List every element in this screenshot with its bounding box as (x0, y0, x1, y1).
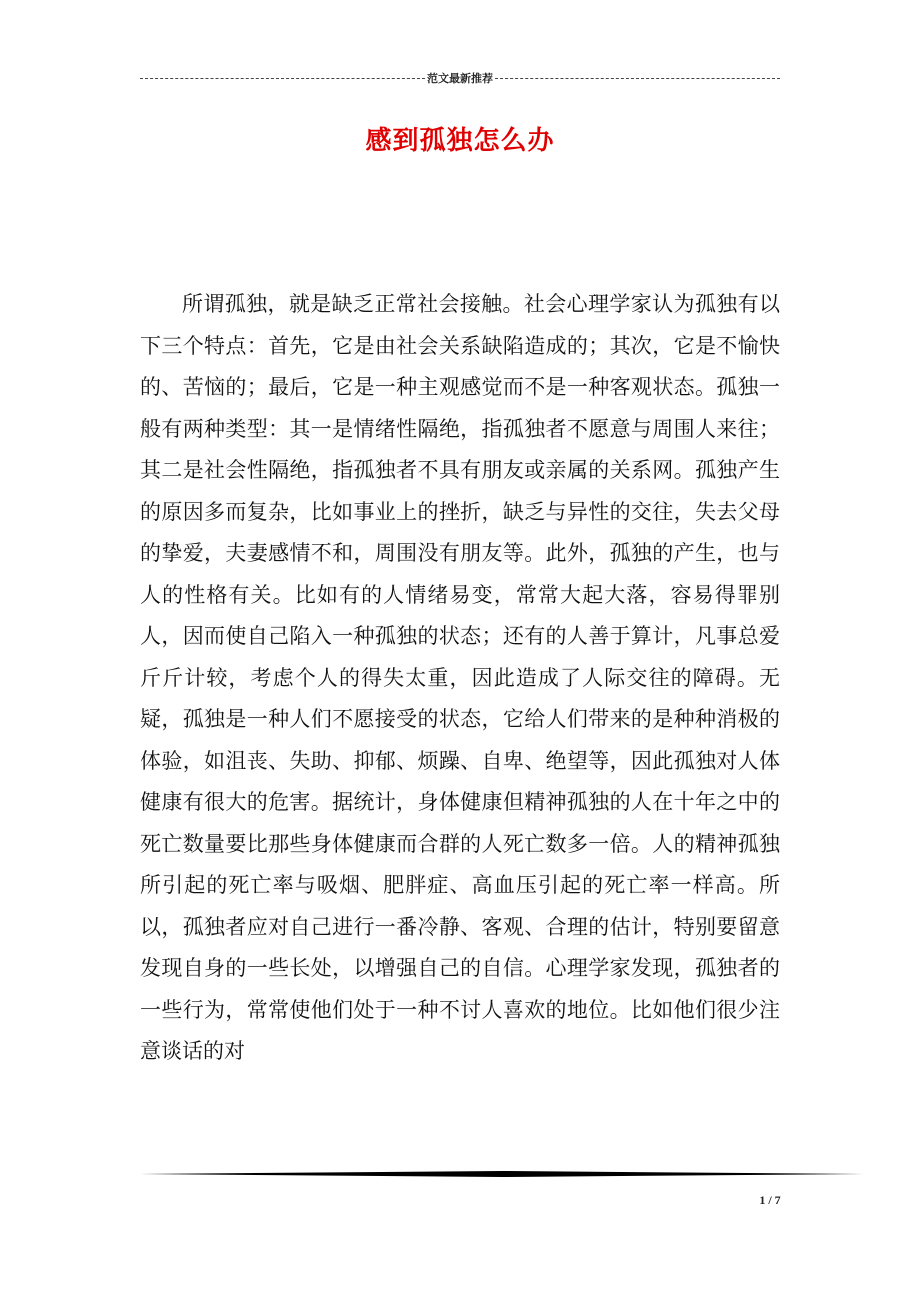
header-label: 范文最新推荐 (427, 73, 493, 85)
body-paragraph: 所谓孤独，就是缺乏正常社会接触。社会心理学家认为孤独有以下三个特点：首先，它是由社会关系缺陷造成的；其次，它是不愉快的、苦恼的；最后，它是一种主观感觉而不是一种客观状态。孤独一般有两种类型：其一是情绪性隔绝，指孤独者不愿意与周围人来往；其二是社会性隔绝，指孤独者不具有朋友或亲属的关系网。孤独产生的原因多而复杂，比如事业上的挫折，缺乏与异性的交往，失去父母的挚爱，夫妻感情不和，周围没有朋友等。此外，孤独的产生，也与人的性格有关。比如有的人情绪易变，常常大起大落，容易得罪别人，因而使自己陷入一种孤独的状态；还有的人善于算计，凡事总爱斤斤计较，考虑个人的得失太重，因此造成了人际交往的障碍。无疑，孤独是一种人们不愿接受的状态，它给人们带来的是种种消极的体验，如沮丧、失助、抑郁、烦躁、自卑、绝望等，因此孤独对人体健康有很大的危害。据统计，身体健康但精神孤独的人在十年之中的死亡数量要比那些身体健康而合群的人死亡数多一倍。人的精神孤独所引起的死亡率与吸烟、肥胖症、高血压引起的死亡率一样高。所以，孤独者应对自己进行一番冷静、客观、合理的估计，特别要留意发现自身的一些长处，以增强自己的自信。心理学家发现，孤独者的一些行为，常常使他们处于一种不讨人喜欢的地位。比如他们很少注意谈话的对 (140, 292, 780, 1063)
header-dashed-line-left (140, 78, 425, 79)
document-title: 感到孤独怎么办 (365, 126, 555, 156)
page-number: 1 / 7 (759, 1193, 781, 1207)
footer-divider (140, 1171, 864, 1177)
page-header (140, 68, 780, 88)
header-dashed-line-right (495, 78, 780, 79)
